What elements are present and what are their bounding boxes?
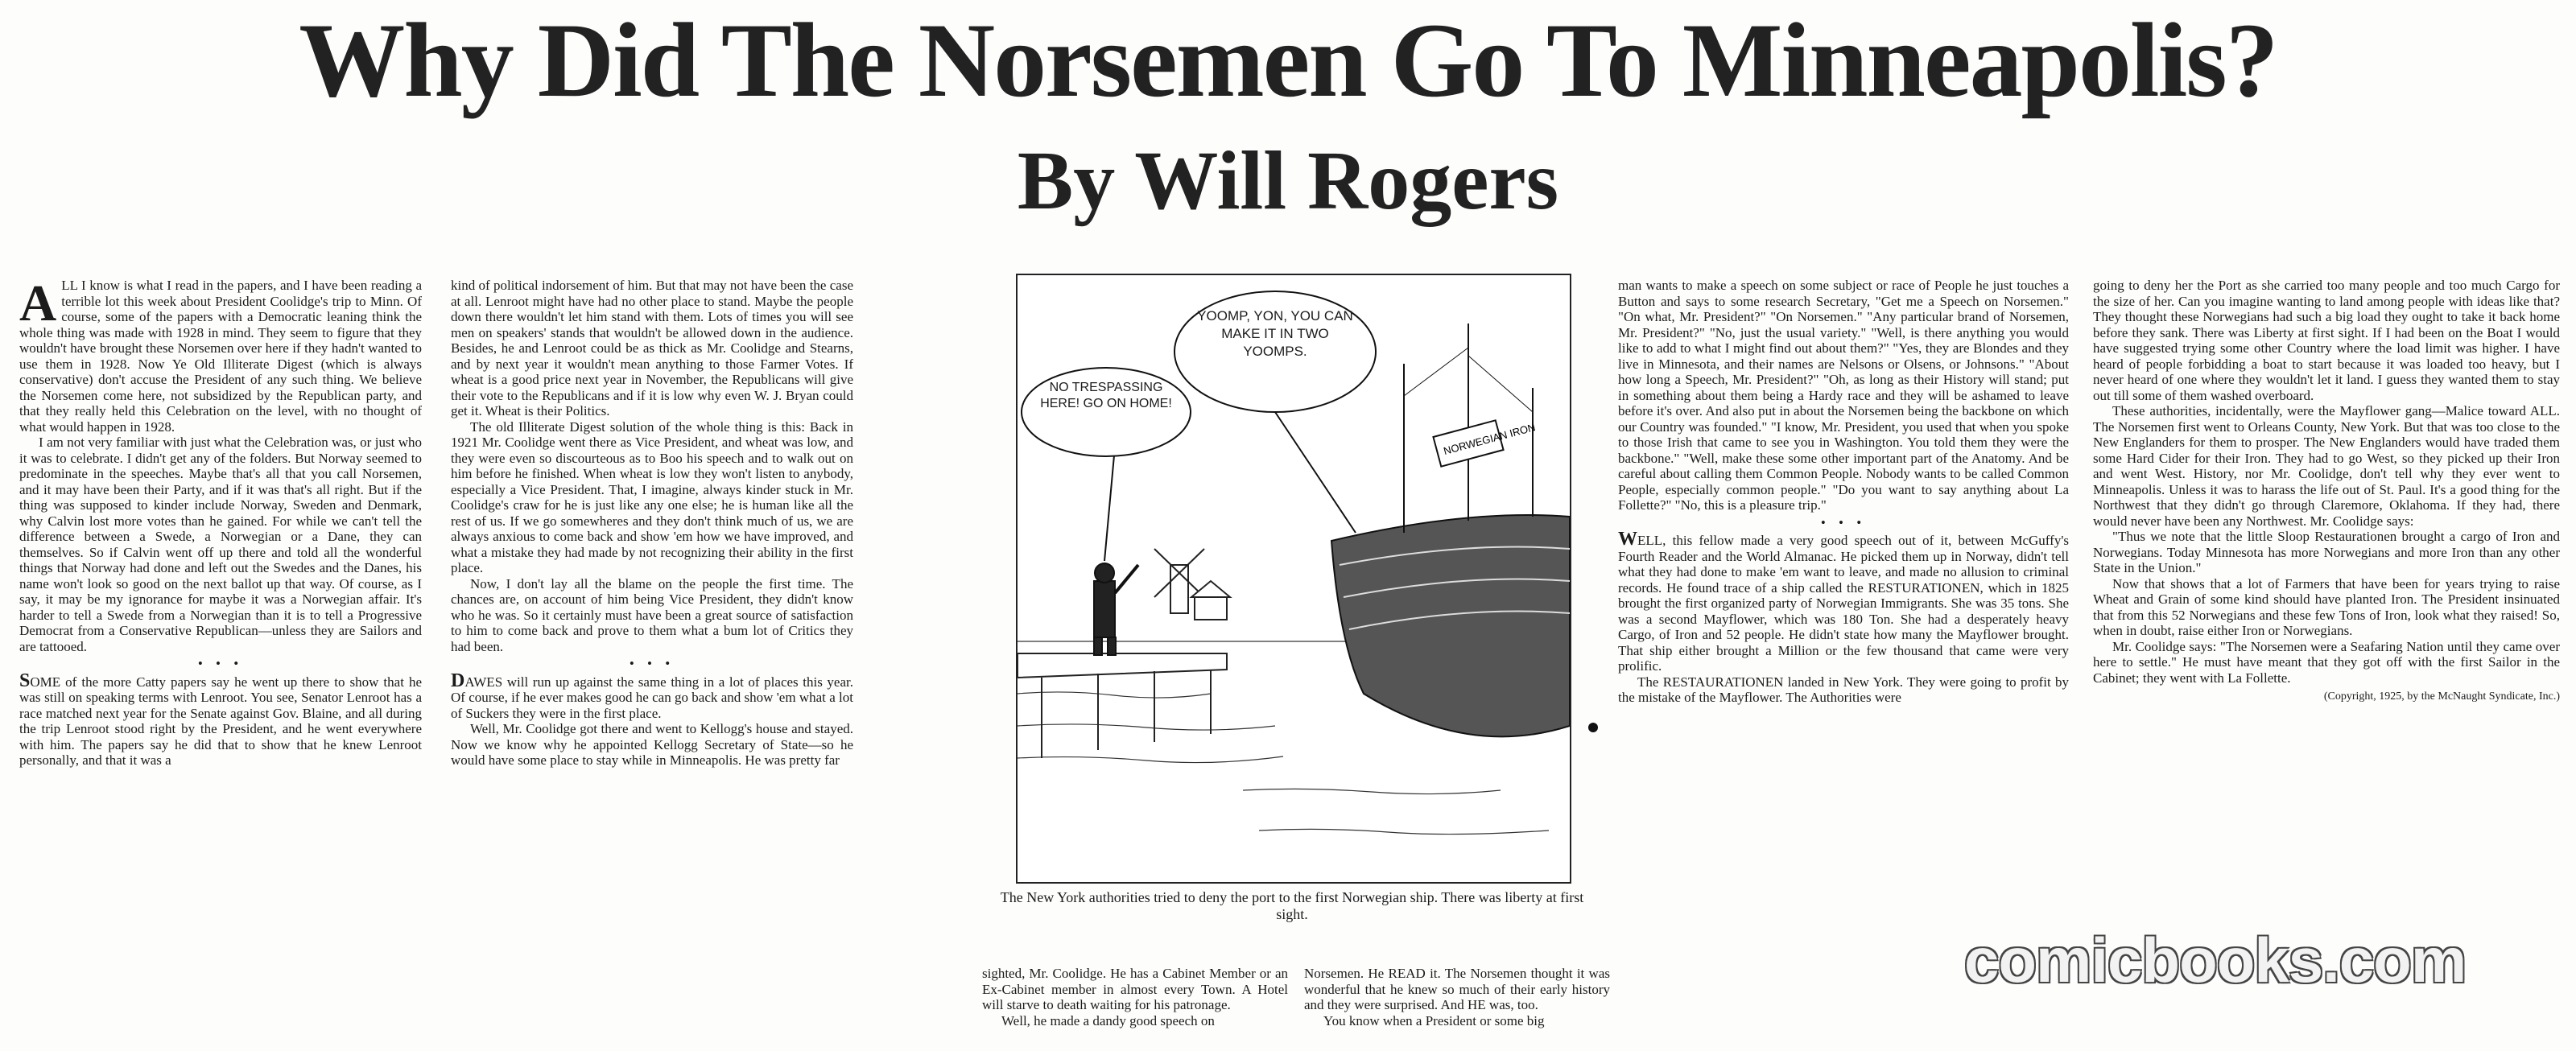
lead-cap: D — [451, 670, 465, 691]
paragraph: AWES will run up against the same thing in a lot of places this year. Of course, if he ever makes good he can go back and show 'em what a lot of Suckers they were in the first place. — [451, 674, 853, 721]
copyright-line: (Copyright, 1925, by the McNaught Syndicate, Inc.) — [2323, 690, 2560, 703]
column-3b — [1304, 966, 1610, 1046]
lead-cap: S — [19, 670, 31, 691]
paragraph: These authorities, incidentally, were the Mayflower gang—Malice toward ALL. The Norsemen first went to Orleans County, New York. But that was too close to the New Englanders for them to prosper. The New Englanders would have traded them some Hard Cider for their Iron. They had to go West, so they picked up their Iron and went West. History, nor Mr. Coolidge, don't tell why they ever went to Minneapolis. Unless it was to harass the life out of St. Paul. It's a good thing for the Northwest that they didn't go through Claremore, Oklahoma. If they had, there would never have been any Northwest. Mr. Coolidge says: — [2093, 403, 2560, 529]
column-1 — [19, 278, 422, 1046]
section-dots: • • • — [629, 656, 675, 671]
paragraph: kind of political indorsement of him. But that may not have been the case at all. Lenroot might have had no other place to stand. Maybe the people down there wouldn't let him stand with them. Lots of times you will see men on speakers' stands that wouldn't be allowed down in the audience. Besides, he and Lenroot could be as thick as Mr. Coolidge and Stearns, and by next year it wouldn't mean anything to those Farmer Votes. If wheat is a good price next year in November, the Republicans will give their vote to the Republicans and if it is low why even W. J. Bryan could get it. Wheat is their Politics. — [451, 278, 853, 418]
paragraph: The RESTAURATIONEN landed in New York. They were going to profit by the mistake of the Mayflower. The Authorities were — [1618, 674, 2069, 705]
paragraph: Well, Mr. Coolidge got there and went to Kellogg's house and stayed. Now we know why he appointed Kellogg Secretary of State—so he would have some place to stay while in Minneapolis. He was pretty far — [451, 721, 853, 768]
bullet-mark — [1588, 723, 1598, 732]
column-3a — [982, 966, 1288, 1046]
cartoon-illustration — [1016, 274, 1571, 884]
cartoon-drawing — [1018, 275, 1570, 882]
paragraph: You know when a President or some big — [1323, 1012, 1545, 1028]
paragraph: OME of the more Catty papers say he went up there to show that he was still on speaking terms with Lenroot. You see, Senator Lenroot has a race matched next year for the Senate against Gov. Blaine, and all during the trip Lenroot stood right by the President, and he went everywhere with him. The papers say he did that to show that he knew Lenroot personally, and that it was a — [19, 674, 422, 768]
drop-cap: A — [19, 278, 57, 332]
paragraph: I am not very familiar with just what the Celebration was, or just who it was to celebrate. I didn't get any of the folders. But Norway seemed to predominate in the speeches. Maybe that's all that you call Norsemen, and it may have been their Party, and if it was that's all right. But if the thing was supposed to kinder include Norway, Sweden and Denmark, why Calvin lost more votes than he gained. For while we can't tell the difference between a Swede, a Norwegian or a Dane, they can themselves. So if Calvin went off up there and told all the wonderful things that Norway had done and left out the Swedes and the Danes, his name won't look so good on the next ballot up that way. Of course, as I say, it may be my ignorance for maybe it was a Norwegian affair. It's harder to tell a Swede from a Norwegian than it is to tell a Progressive Democrat from a Conservative Republican—unless they are Sailors and are tattooed. — [19, 435, 422, 654]
paragraph: Well, he made a dandy good speech on — [1001, 1012, 1215, 1028]
paragraph: Now, I don't lay all the blame on the people the first time. The chances are, on account of him being Vice President, they didn't know who he was. So it certainly must have been a great source of satisfaction to him to come back and prove to them what a bum lot of Critics they had been. — [451, 575, 853, 654]
ship-sign: NORWEGIAN IRON — [1442, 421, 1537, 457]
headline: Why Did The Norsemen Go To Minneapolis? — [299, 1, 2277, 119]
section-dots: • • • — [1820, 514, 1867, 530]
paragraph: LL I know is what I read in the papers, and I have been reading a terrible lot this week about President Coolidge's trip to Minn. Of course, some of the papers with a Democratic leaning think the whole thing was made with 1928 in mind. They seem to figure that they wouldn't have brought these Norsemen over here if they hadn't wanted to use them in 1928. Now Ye Old Illiterate Digest (which is always conservative) don't accuse the President of any such thing. We believe the Norsemen come here, not subsidized by the Republican party, and that they really held this Celebration on the level, with no thought of what would happen in 1928. — [19, 278, 422, 435]
paragraph: Norsemen. He READ it. The Norsemen thought it was wonderful that he knew so much of their early history and they were surprised. And HE was, too. — [1304, 966, 1610, 1012]
byline: By Will Rogers — [1017, 134, 1559, 227]
section-dots: • • • — [197, 656, 244, 671]
paragraph: man wants to make a speech on some subject or race of People he just touches a Button and says to some research Secretary, "Get me a Speech on Norsemen." "On what, Mr. President?" "On Norsemen." "Any particular brand of Norsemen, Mr. President?" "No, just the usual variety." "Well, is there anything you would like to add to what I might find out about them?" "Yes, they are Blondes and they live in Minnesota, and their names are Nelsons or Olsens, or Johnsons." "About how long a Speech, Mr. President?" "Oh, as long as their History will stand; put in something about them being a Hardy race and they will be ashamed to leave before it's over. And also put in about the Norsemen being the backbone on which our Country was founded." "I know, Mr. President, you used that when you spoke to those Irish that came to see you in Washington. You told them they were the backbone." "Well, make these some other important part of the Anatomy. And be careful about calling them Common People. Nobody wants to be called Common People, especially common people." "Do you want to say anything about La Follette?" "No, this is a pleasure trip." — [1618, 278, 2069, 513]
paragraph: The old Illiterate Digest solution of the whole thing is this: Back in 1921 Mr. Coolidge went there as Vice President, and wheat was low, and they were even so discourteous as to Boo his speech and to walk out on him before he finished. When wheat is low they won't listen to anybody, especially a Vice President. That, I imagine, always kinder stuck in Mr. Coolidge's craw for he is just like any one else; he is human like all the rest of us. If we go somewheres and they don't think much of us, we are always anxious to come back and show 'em how we have improved, and what a mistake they had made by not recognizing their ability in the first place. — [451, 418, 853, 575]
paragraph: Now that shows that a lot of Farmers that have been for years trying to raise Wheat and Grain of some kind should have planted Iron. The President insinuated that from this 52 Norwegians and these few Tons of Iron, look what they raised! So, when in doubt, raise either Iron or Norwegians. — [2093, 575, 2560, 638]
quotation: "Thus we note that the little Sloop Restaurationen brought a cargo of Iron and Norwegians. Today Minnesota has more Norwegians and more Iron than any other State in the Union." — [2093, 529, 2560, 575]
paragraph: ELL, this fellow made a very good speech out of it, between McGuffy's Fourth Reader and the World Almanac. He picked them up in Norway, didn't tell what they had done to make 'em want to leave, and made no allusion to criminal records. He found trace of a ship called the RESTURATIONEN, which in 1825 brought the first organized party of Norwegian Immigrants. She was 35 tons. She was a second Mayflower, which was 180 Ton. She had a desperately heavy Cargo, of Iron and 52 people. He didn't state how many the Mayflower brought. That ship either brought a Million or the few thousand that came were very prolific. — [1618, 533, 2069, 674]
cartoon-caption: The New York authorities tried to deny the port to the first Norwegian ship. There was liberty at first sight. — [1000, 889, 1584, 922]
column-2 — [451, 278, 853, 1046]
balloon-left-text: NO TRESPASSING HERE! GO ON HOME! — [1040, 381, 1172, 410]
paragraph: going to deny her the Port as she carried too many people and too much Cargo for the size of her. Can you imagine wanting to land among people with ideas like that? They thought these Norwegians had such a big load they ought to take it back home before they sank. There was Liberty at first sight. If I had been on the Boat I would have suggested trying some other Country where the load limit was higher. I have heard of people forbidding a boat to start because it was loaded too heavy, but I never heard of one where they wouldn't let it land. I guess they wanted them to stay out till some of them washed overboard. — [2093, 278, 2560, 403]
paragraph: sighted, Mr. Coolidge. He has a Cabinet Member or an Ex-Cabinet member in almost every Town. A Hotel will starve to death waiting for his patronage. — [982, 966, 1288, 1012]
lead-cap: W — [1618, 529, 1637, 550]
paragraph: Mr. Coolidge says: "The Norsemen were a Seafaring Nation until they came over here to settle." He must have meant that they got off with the first Sailor in the Cabinet; they went with La Follette. — [2093, 638, 2560, 686]
balloon-right-text: YOOMP, YON, YOU CAN MAKE IT IN TWO YOOMPS. — [1197, 308, 1353, 359]
watermark: comicbooks.com — [1964, 925, 2467, 995]
